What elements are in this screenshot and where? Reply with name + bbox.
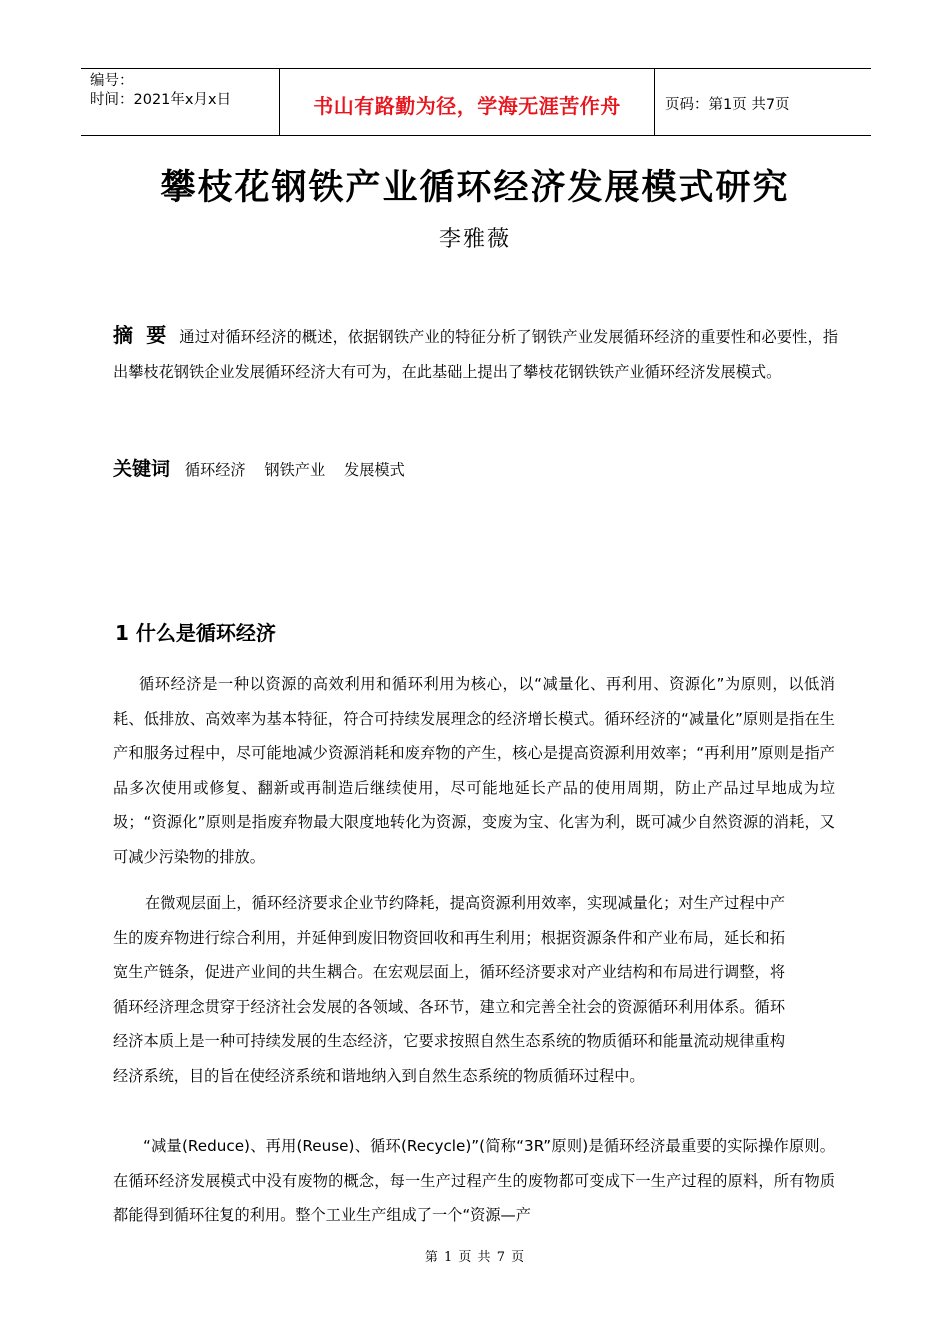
document-title: 攀枝花钢铁产业循环经济发展模式研究	[160, 167, 790, 208]
body-paragraph-line: “减量(Reduce)、再用(Reuse)、循环(Recycle)”(简称“3R”原则)是循环经济最重要的实际操作原则。在循环经济发展模式中没有废物的概念，每一生产过程产生的废物都可变成下一	[113, 1137, 835, 1190]
keywords-label: 关键词	[113, 458, 171, 480]
body-paragraph-line: 生产过程的原料，所有物质都能得到循环往复的利用。整个工业生产组成了一个“资源—产	[113, 1171, 836, 1224]
document-number-label: 编号：	[90, 73, 134, 89]
abstract-emphasis: 指出攀枝花钢铁企业发展循环经济大有可为	[113, 328, 839, 381]
keyword-item: 钢铁产业	[264, 461, 326, 479]
abstract-text-part1: 通过对循环经济的概述，依据钢铁产业的特征分析了钢铁产业发展循环经济的重要性和必要性，	[179, 328, 823, 346]
document-time-label: 时间：2021年x月x日	[90, 92, 232, 108]
header-motto: 书山有路勤为径，学海无涯苦作舟	[313, 93, 621, 118]
body-paragraph: 在微观层面上，循环经济要求企业节约降耗，提高资源利用效率，实现减量化；对生产过程中产生的废弃物进行综合利用，并延伸到废旧物资回收和再生利用；根据资源条件和产业布局，延长和拓宽生产链条，促进产业间的共生耦合。在宏观层面上，循环经济要求对产业结构和布局进行调整，将循环经济理念贯穿于经济社会发展的各领域、各环节，建立和完善全社会的资源循环利用体系。循环经济本质上是一种可持续发展的生态经济，它要求按照自然生态系统的物质循环和能量流动规律重构经济系统，目的旨在使经济系统和谐地纳入到自然生态系统的物质循环过程中。	[113, 894, 785, 1085]
body-paragraph	[113, 1129, 835, 1233]
header-table	[81, 68, 871, 136]
abstract-text-part2: ，在此基础上提出了攀枝花钢铁铁产业循环经济发展模式。	[386, 363, 782, 381]
body-paragraph: 循环经济是一种以资源的高效利用和循环利用为核心，以“减量化、再利用、资源化”为原则，以低消耗、低排放、高效率为基本特征，符合可持续发展理念的经济增长模式。循环经济的“减量化”原则是指在生产和服务过程中，尽可能地减少资源消耗和废弃物的产生，核心是提高资源利用效率；“再利用”原则是指产品多次使用或修复、翻新或再制造后继续使用，尽可能地延长产品的使用周期，防止产品过早地成为垃圾；“资源化”原则是指废弃物最大限度地转化为资源，变废为宝、化害为利，既可减少自然资源的消耗，又可减少污染物的排放。	[113, 675, 835, 866]
section-heading: 1 什么是循环经济	[115, 621, 276, 645]
header-motto-cell	[280, 69, 655, 135]
page-footer: 第 1 页 共 7 页	[424, 1250, 526, 1265]
keywords-block	[113, 452, 419, 488]
header-page-info: 页码：第1页 共7页	[665, 96, 790, 113]
abstract-label: 摘 要	[113, 323, 170, 347]
keyword-item: 发展模式	[344, 461, 405, 479]
header-meta-cell	[81, 69, 280, 135]
keyword-item: 循环经济	[184, 461, 246, 479]
document-author: 李雅薇	[438, 227, 511, 252]
abstract-block	[113, 318, 838, 390]
header-page-cell	[655, 69, 871, 135]
